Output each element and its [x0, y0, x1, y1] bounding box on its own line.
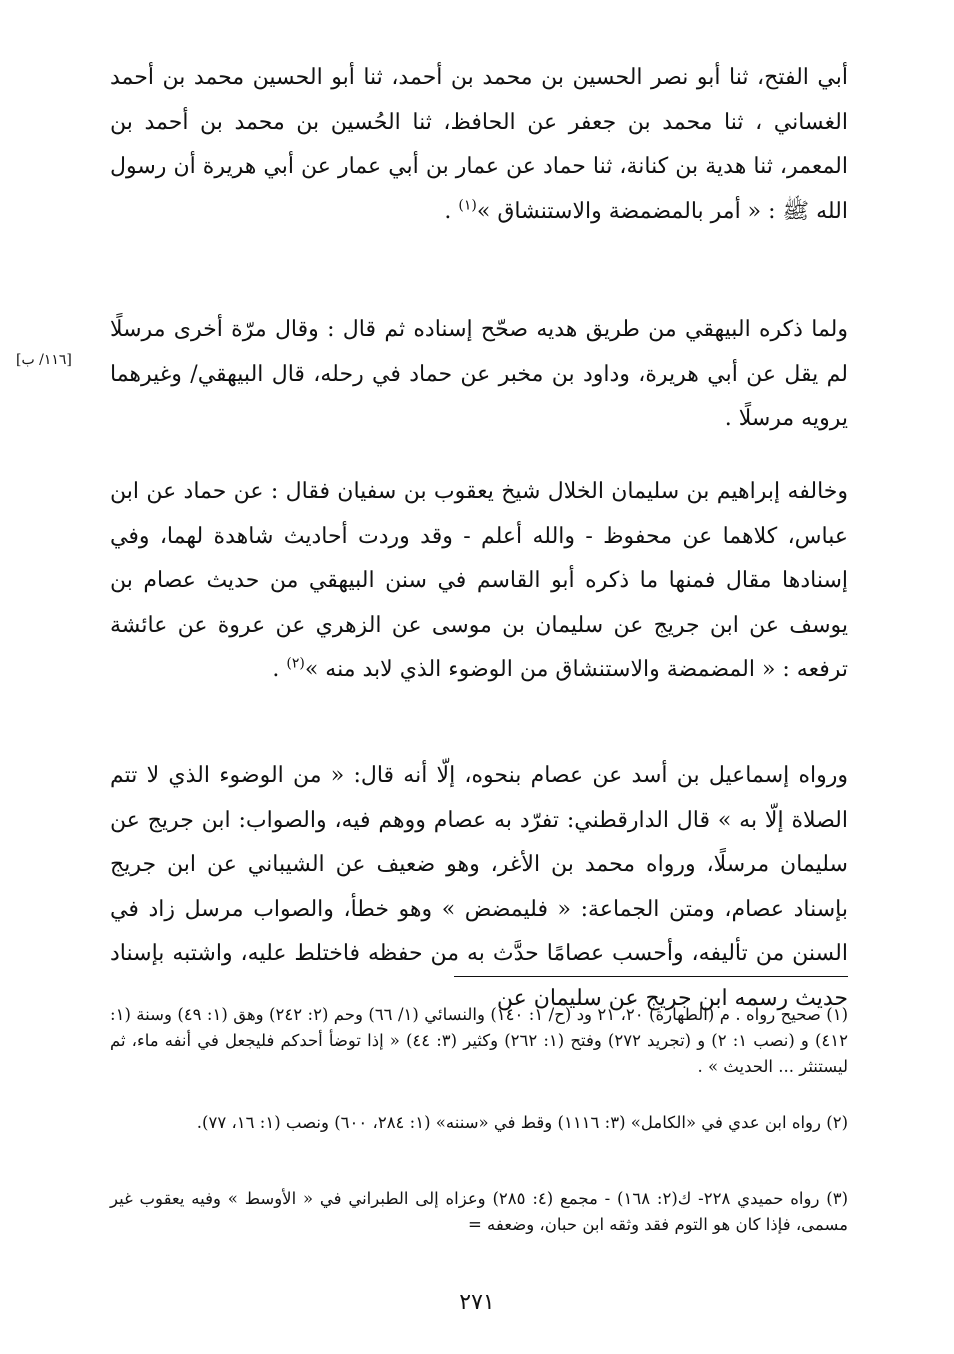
- paragraph-tail: .: [444, 198, 459, 224]
- footnote-ref-1: (١): [458, 197, 477, 214]
- page-number: ٢٧١: [459, 1290, 495, 1315]
- paragraph-text: ولما ذكره البيهقي من طريق هديه صحّح إسناده ثم قال : وقال مرّة أخرى مرسلًا لم يقل عن أبي هريرة، وداود بن مخبر عن حماد في رحله، قال البيهقي/ وغيرهما يرويه مرسلًا .: [110, 317, 848, 431]
- paragraph-text: وخالفه إبراهيم بن سليمان الخلال شيخ يعقوب بن سفيان فقال : عن حماد عن ابن عباس، كلاهما عن محفوظ - والله أعلم - وقد وردت أحاديث شاهدة لهما، وفي إسنادها مقال فمنها ما ذكره أبو القاسم في سنن البيهقي من حديث عصام بن يوسف عن ابن جريج عن سليمان بن موسى عن الزهري عن عروة عن عائشة ترفعه : « المضمضة والاستنشاق من الوضوء الذي لابد منه »: [110, 479, 849, 682]
- paragraph-text: أبي الفتح، ثنا أبو نصر الحسين بن محمد بن أحمد، ثنا أبو الحسين محمد بن أحمد الغساني ، ثنا محمد بن جعفر عن الحافظ، ثنا الحُسين بن محمد بن أحمد بن المعمر، ثنا هدية بن كنانة، ثنا حماد عن عمار بن أبي عمار عن أبي هريرة أن رسول الله ﷺ : « أمر بالمضمضة والاستنشاق »: [110, 65, 848, 224]
- paragraph-tail: .: [272, 657, 287, 682]
- footnote-separator: [454, 976, 848, 977]
- main-paragraph-2: [110, 308, 848, 442]
- main-paragraph-1: [110, 56, 848, 234]
- footnote-2: (٢) رواه ابن عدي في «الكامل» (٣: ١١١٦) وقط في «سننه» (١: ٢٨٤، ٦٠٠) ونصب (١: ١٦، ٧٧).: [196, 1113, 848, 1132]
- main-paragraph-4: [110, 754, 848, 1021]
- footnote-ref-2: (٢): [286, 655, 305, 672]
- manuscript-folio-note: [١١٦/ ب]: [16, 352, 72, 368]
- footnote-3: (٣) رواه حميدي ٢٢٨- ك(٢: ١٦٨) - مجمع (٤: ٢٨٥) وعزاه إلى الطبراني في « الأوسط » وفيه يعقوب غير مسمى، فإذا كان هو التوم فقد وثقه ابن حبان، وضعفه =: [110, 1189, 848, 1234]
- main-paragraph-3: [110, 470, 848, 693]
- footnote-1: (١) صحيح رواه . م (الطهارة) ٢٠، ٢١ ود (ح/ ١: ١٤٠) والنسائي (١/ ٦٦) وحم (٢: ٢٤٢) وهق (١: ٤٩) وسنة (١: ٤١٢) و (نصب ١: ٢) و (تجريد ٢٧٢) وفتح (١: ٢٦٢) وكثير (٣: ٤٤) « إذا توضأ أحدكم فليجعل في أنفه ماء، ثم ليستنثر ... الحديث » .: [110, 1005, 849, 1076]
- paragraph-text: ورواه إسماعيل بن أسد عن عصام بنحوه، إلّا أنه قال: « من الوضوء الذي لا تتم الصلاة إلّا به » قال الدارقطني: تفرّد به عصام ووهم فيه، والصواب: ابن جريج عن سليمان مرسلًا، ورواه محمد بن الأغر، وهو ضعيف عن الشيباني عن ابن جريج بإسناد عصام، ومتن الجماعة: « فليمضض » وهو خطأ، والصواب مرسل زاد في السنن من تأليفه، وأحسب عصامًا حدَّث به من حفظه فاختلط عليه، واشتبه بإسناد حديث رسمه ابن جريج عن سليمان عن: [110, 763, 848, 1011]
- document-page: [110, 46, 848, 1306]
